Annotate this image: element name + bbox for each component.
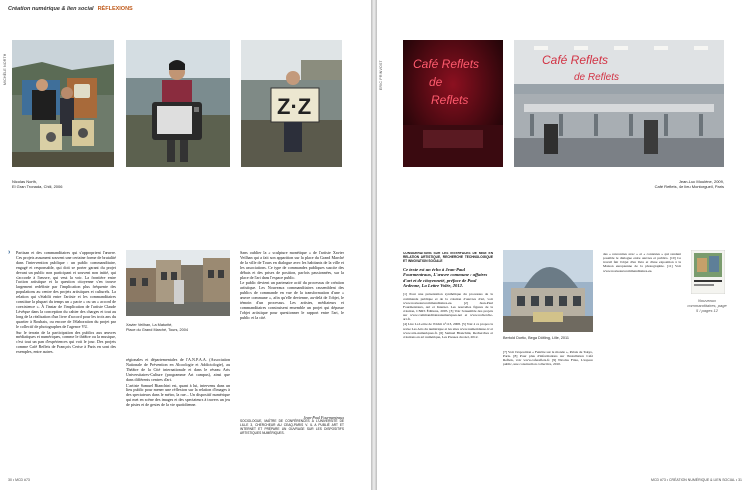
caption-jeanluc [646, 179, 724, 189]
footnotes: [1] Pour une présentation synthétique du processus de la commande publique et de la création d'œuvres d'art, voir www.nouveauxcommanditaires.eu. [2] Jean-Paul Fourmentraux, Art et Internet. Les nouvelles figures de la création, CNRS Éditions, 2005. [3] Voir l'ensemble des projets sur www.commanditairesnumeriques.net et www.recherche-art.fr. [403, 292, 493, 322]
caption-artist: Xavier Veilhan, La Maturité, [126, 323, 173, 327]
section-tag: RÉFLEXIONS [97, 6, 133, 12]
caption-veilhan [126, 323, 188, 332]
author-signature: Jean-Paul Fourmentraux [303, 415, 344, 420]
right-page [377, 0, 750, 490]
article-column-6 [603, 252, 681, 477]
photo-credit-vertical: ERIC PRINVOST [379, 60, 383, 90]
photo-cafe-reflets-neon [403, 40, 503, 167]
caption-lille: Bertold Dortic, Bega Dötling, Lille, 2011 [503, 336, 569, 340]
photo-cafe-interior [514, 40, 724, 167]
photo-north-speakers [12, 40, 114, 167]
article-column-4 [403, 252, 493, 477]
paragraph: Sur le terrain de la participation des publics aux œuvres médiatiques et numériques, comme le théâtre ou la musique, c'est tout un pan d'expériences qui voit le jour. Des projets comme Café Reflets de François Cerise à Paris en sont des exemples, entre autres. [16, 329, 116, 355]
paragraph: Partisan et des commanditaires qui s'approprient l'œuvre. Ces projets assument souvent une certaine forme de brutalité dans l'intervention publique : un public commanditaire, engagé et responsable, qui doit se porter garant du projet devant un public non participant et souvent non initié, qui s'accorde à l'œuvre, qui veut la voir. La frontière entre l'action artistique et la question citoyenne s'en trouve largement redéfinie par l'implication plus fréquente des populations au centre des projets artistiques et culturels. La relation qui s'établit entre l'artiste et les commanditaires constitue la plupart du temps un « pacte » ou un « accord de coexistence ». À l'instar de l'implication de l'artiste Claude Lévêque dans la conception du cahier des charges et tout au long de la réalisation d'un livre d'accord pour les trois ans du quartier à Roubaix, ou encore de l'élaboration du projet par le collectif de photographes de l'agence VU. [16, 251, 116, 329]
caption-artist: Jean-Luc Moulène, 2009, [678, 179, 724, 184]
paragraph: L'artiste Samuel Bianchini est, quant à lui, intervenu dans un lieu public pour mener une réflexion sur la relation d'images à des spectateurs dans le métro, la rue... Un dispositif numérique qui met en scène des images et des spectateurs à travers un jeu de pistes et de gestes de la vie quotidienne. [126, 382, 230, 408]
left-page [0, 0, 371, 490]
article-column-1 [16, 251, 116, 476]
section-title: Création numérique & lien social [8, 6, 94, 12]
article-column-5 [503, 350, 593, 476]
photo-credit-vertical: MICHÈLE NORTH [3, 53, 7, 85]
author-bio: SOCIOLOGUE, MAÎTRE DE CONFÉRENCES À L'UNIVERSITÉ DE LILLE 3, CHERCHEUR AU CEAQ-PARIS V. IL A PUBLIÉ ART ET INTERNET ET PRÉPARE UN OUVRAGE SUR LES DISPOSITIFS ARTISTIQUES NUMÉRIQUES. [240, 419, 344, 435]
svg-text:de: de [429, 75, 443, 89]
paragraph: régionales et départementales de l'A.N.P.A.A. (Association Nationale de Prévention en Alcoologie et Addictologie), au Théâtre de la Cité internationale et dans le réseau Arts Universitaires-Culture (programme Art campus), ainsi que dans différents centres d'art. [126, 358, 230, 382]
footnotes: [4] Lire La Lettre de l'Ocim n°113, 2008. [5] Voir à ce propos la revue Les Arts du numérique et les sites www.numeridanse.tv et www.arts-numeriques.fr. [6] Samuel Bianchini, Recherches et créations en art numérique, Les Presses du réel, 2012. [403, 322, 493, 339]
svg-text:Café Reflets: Café Reflets [413, 57, 480, 71]
section-lead: CONSIDÉRATIONS SUR LES INTERFACES DE MISE EN RELATION ARTISTIQUE, RECHERCHE TECHNOLOGIQUE ET INNOVATION SOCIALE [403, 252, 493, 263]
page-header [8, 6, 133, 12]
photo-lille-building [503, 250, 593, 332]
caption-north [12, 179, 62, 189]
svg-text:de Reflets: de Reflets [574, 72, 620, 83]
author-block [240, 415, 344, 475]
footnotes: [7] Voir l'exposition « Fenêtre sur le monde », Palais de Tokyo, Paris. [8] Pour plus d'informations sur l'installation Café Reflets, voir www.cafereflets.fr. [9] Nicolas Frize, L'espace public, une construction collective, 2010. [503, 350, 593, 367]
arrow-icon: › [8, 249, 11, 256]
caption-work: Café Reflets, 4e lieu Montorgueil, Paris [654, 184, 724, 189]
svg-text:Z·Z: Z·Z [277, 94, 312, 119]
paragraph: Le public devient un partenaire actif du processus de création artistique. Les Nouveaux commanditaires rassemblent des publics de commande en vue de la transformation d'une « œuvre commune », afin qu'elle devienne, au-delà de l'objet, le témoin d'un processus. Les artistes, médiateurs et commanditaires construisent ensemble un projet qui dépasse l'objet artistique pour questionner le rapport entre l'art, le public et la cité. [240, 280, 344, 320]
folio-right: MCD #73 • CRÉATION NUMÉRIQUE & LIEN SOCIAL • 31 [651, 478, 742, 482]
caption-work: Place du Grand Marché, Tours, 2004 [126, 327, 188, 332]
folio-left: 30 • MCD #73 [8, 478, 30, 482]
paragraph: Sans oublier la « sculpture monétique » de l'artiste Xavier Veilhan qui a fait son apparition sur la place du Grand Marché de la ville de Tours en dialogue avec les habitants de la ville et les associations. Ce type de commandes publiques suscite des débats et des prises de position, parfois passionnées, sur la place de l'art dans l'espace public. [240, 251, 344, 280]
article-column-2 [240, 251, 344, 411]
svg-text:Café Reflets: Café Reflets [542, 53, 609, 67]
footnotes: des « rencontres avec » et « contextes » qui rendent possible le dialogue entre œuvres et publics. [10] Ce travail fait l'objet d'un livre et d'une exposition à la Maison européenne de la photographie. [11] Voir www.nouveauxcommanditaires.eu. [603, 252, 681, 273]
article-column-3 [126, 358, 230, 476]
svg-text:Reflets: Reflets [431, 93, 469, 107]
photo-veilhan-street [126, 250, 230, 316]
intro-text: Ce texte est un écho à Jean-Paul Fourmentraux, L'œuvre commune : affaires d'art et de citoyenneté, préface de Paul Ardenne, La Lettre Volée, 2012. [403, 266, 488, 288]
caption-artist: Nicolas North, [12, 179, 38, 184]
caption-work: El Gran Tronada, Chili, 2006 [12, 184, 63, 189]
book-cover [691, 250, 725, 294]
photo-north-tv [126, 40, 230, 167]
book-caption: Nouveaux commanditaires, page 5 / pages 12 [687, 298, 727, 313]
photo-north-sign [241, 40, 342, 167]
